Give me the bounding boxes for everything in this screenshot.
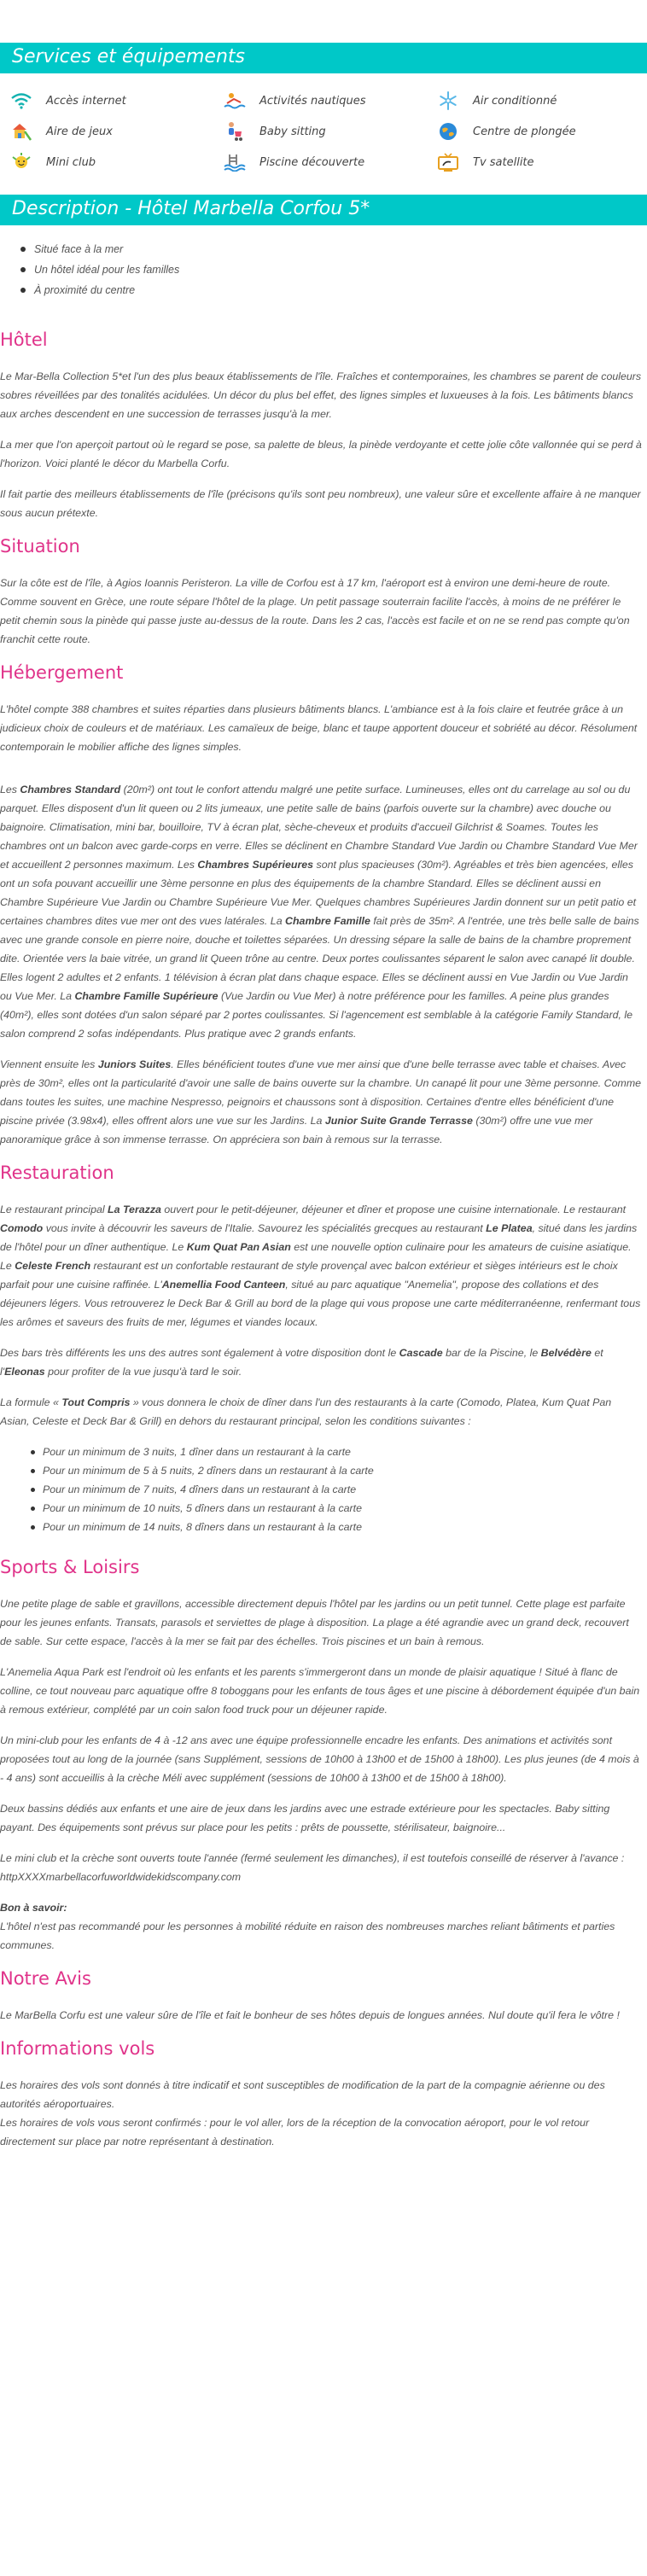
formula-paragraph — [0, 1393, 642, 1431]
text: ouvert pour le petit-déjeuner, déjeuner et dîner et propose une cuisine internationale. Le restaurant — [160, 1203, 627, 1215]
note-title: Bon à savoir: — [0, 1902, 67, 1914]
swimming-pool-icon — [222, 152, 248, 172]
service-label: Accès internet — [46, 94, 126, 108]
restaurant-name: Comodo — [0, 1222, 44, 1234]
section-title: Hôtel — [0, 329, 48, 350]
room-type: Chambres Standard — [20, 784, 121, 796]
room-type: Junior Suite Grande Terrasse — [324, 1115, 473, 1127]
text: , situé dans les jardins de l'hôtel pour un dîner authentique. Le — [0, 1222, 638, 1253]
text: sont plus spacieuses (30m²). Agréables et très bien agencées, elles ont un sofa pouvant accueillir une 3ème personne en plus des équipements de la chambre Standard. Elles se déclinent aussi en Chambre Supérieure Vue Jardin ou Chambre Supérieure Vue Mer. Quelques chambres Supérieures Jardin donnent sur un petit patio et certaines chambres dites vue mer ont des vues latérales. La — [0, 859, 637, 927]
section-title: Restauration — [0, 1163, 114, 1183]
list-item: Situé face à la mer — [20, 239, 647, 259]
paragraph: L'hôtel compte 388 chambres et suites réparties dans plusieurs bâtiments blancs. L'ambiance est à la fois claire et feutrée grâce à un judicieux choix de couleurs et de matériaux. Les camaïeux de beige, blanc et taupe apportent douceur et sobriété au décor. Résolument contemporain le mobilier affiche des lignes simples. — [0, 703, 638, 753]
room-type: Chambres Supérieures — [197, 859, 314, 871]
section-title: Hébergement — [0, 662, 124, 683]
baby-stroller-icon — [222, 121, 248, 142]
paragraph: L'Anemelia Aqua Park est l'endroit où les enfants et les parents s'immergeront dans un monde de plaisir aquatique ! Situé à flanc de colline, ce tout nouveau parc aquatique offre 8 toboggans pour les enfants de tous âges et une piscine à débordement équipée d'un bain à remous extérieur, complété par un coin salon food truck pour un déjeuner rapide. — [0, 1666, 640, 1716]
text: pour profiter de la vue jusqu'à tard le soir. — [44, 1366, 242, 1378]
situation-section — [0, 536, 647, 649]
section-title: Situation — [0, 536, 80, 557]
service-label: Aire de jeux — [46, 125, 113, 138]
list-item: À proximité du centre — [20, 280, 647, 300]
paragraph: Les horaires de vols vous seront confirmés : pour le vol aller, lors de la réception de la convocation aéroport, pour le vol retour directement sur place par notre représentant à destination. — [0, 2117, 590, 2148]
service-item — [222, 121, 435, 142]
text: est une nouvelle option culinaire pour les amateurs de cuisine asiatique. Le — [0, 1241, 632, 1272]
snowflake-icon — [435, 90, 461, 111]
conditions-list — [0, 1442, 647, 1543]
service-label: Air conditionné — [473, 94, 557, 108]
text: Le restaurant principal — [0, 1203, 108, 1215]
text: Les — [0, 784, 20, 796]
paragraph: Une petite plage de sable et gravillons, accessible directement depuis l'hôtel par les jardins ou un petit tunnel. Cette plage est parfaite pour les jeunes enfants. Transats, parasols et serviettes de plage à disposition. La plage a été agrandie avec un grand deck, recouvert de sable. Sur cette espace, l'accès à la mer se fait par des échelles. Trois piscines et un bain à remous. — [0, 1598, 629, 1647]
services-header: Services et équipements — [0, 43, 647, 73]
service-item — [222, 90, 435, 111]
text: . Elles bénéficient toutes d'une vue mer ainsi que d'une belle terrasse avec table et chaises. Avec près de 30m², elles ont la particularité d'avoir une salle de bains ouverte sur la chambre. Un canapé lit pour une 3ème personne. Comme dans toutes les suites, une machine Nespresso, peignoirs et chaussons sont à disposition. Certaines d'entre elles bénéficient d'une piscine privée (3.98x4), elles offrent alors une vue sur les Jardins. La — [0, 1058, 642, 1127]
bar-name: Eleonas — [4, 1366, 45, 1378]
text: vous invite à découvrir les saveurs de l'Italie. Savourez les spécialités grecques au restaurant — [43, 1222, 487, 1234]
restaurant-name: Anemellia Food Canteen — [161, 1279, 286, 1291]
list-item: Pour un minimum de 5 à 5 nuits, 2 dîners dans un restaurant à la carte — [31, 1461, 647, 1480]
text: La formule « — [0, 1396, 62, 1408]
sports-section — [0, 1557, 647, 1955]
service-label: Baby sitting — [259, 125, 326, 138]
service-label: Tv satellite — [473, 155, 534, 169]
service-label: Centre de plongée — [473, 125, 576, 138]
paragraph: La mer que l'on aperçoit partout où le regard se pose, sa palette de bleus, la pinède verdoyante et cette jolie côte vallonnée qui se perd à l'horizon. Voici planté le décor du Marbella Corfu. — [0, 439, 642, 469]
note-paragraph — [0, 1898, 642, 1955]
highlights-list — [0, 225, 647, 316]
room-type: Chambre Famille Supérieure — [74, 990, 219, 1002]
formula-name: Tout Compris — [61, 1396, 131, 1408]
description-header: Description - Hôtel Marbella Corfou 5* — [0, 195, 647, 225]
water-sports-icon — [222, 90, 248, 111]
note-body: L'hôtel n'est pas recommandé pour les personnes à mobilité réduite en raison des nombreuses marches reliant bâtiments et parties communes. — [0, 1920, 615, 1951]
paragraph: Le mini club et la crèche sont ouverts toute l'année (fermé seulement les dimanches), il est toutefois conseillé de réserver à l'avance : httpXXXXmarbellacorfuworldwidekidscompany.com — [0, 1852, 625, 1883]
restaurant-name: Le Platea — [486, 1222, 533, 1234]
text: et l' — [0, 1347, 603, 1378]
service-label: Mini club — [46, 155, 96, 169]
text: fait près de 35m². A l'entrée, une très belle salle de bains avec une grande console en pierre noire, douche et toilettes séparées. Un dressing sépare la salle de bains de la chambre proprement dite. Orientée vers la baie vitrée, un grand lit Queen trône au centre. Deux portes coulissantes séparent le salon avec canapé lit double. Elles logent 2 adultes et 2 enfants. 1 télévision à écran plat dans chaque espace. Elles se déclinent aussi en Vue Jardin ou Vue Jardin ou Vue Mer. La — [0, 915, 639, 1002]
service-label: Piscine découverte — [259, 155, 365, 169]
hebergement-section — [0, 662, 647, 1149]
wifi-icon — [9, 90, 34, 111]
text: bar de la Piscine, le — [442, 1347, 541, 1359]
service-item — [435, 152, 647, 172]
text: , situé au parc aquatique "Anemelia", propose des collations et des déjeuners légers. Vous retrouverez le Deck Bar & Grill au bord de la plage qui vous propose une carte méditerranéenne, renfermant tous les arômes et saveurs des fruits de mer, légumes et viandes locaux. — [0, 1279, 641, 1328]
section-title: Notre Avis — [0, 1968, 91, 1989]
avis-section — [0, 1968, 647, 2025]
mini-club-icon — [9, 152, 34, 172]
paragraph: Le Mar-Bella Collection 5*et l'un des plus beaux établissements de l'île. Fraîches et contemporaines, les chambres se parent de couleurs sobres réveillées par des tonalités acidulées. Un décor du plus bel effet, des lignes simples et luxueuses à la fois. Les bâtiments blancs aux arches descendent en une succession de terrasses jusqu'à la mer. — [0, 370, 642, 420]
service-item — [222, 152, 435, 172]
list-item: Un hôtel idéal pour les familles — [20, 259, 647, 280]
paragraph: Sur la côte est de l'île, à Agios Ioannis Peristeron. La ville de Corfou est à 17 km, l'aéroport est à environ une demi-heure de route. Comme souvent en Grèce, une route sépare l'hôtel de la plage. Un petit passage souterrain facilite l'accès, à moins de ne préférer le petit chemin sous la pinède qui passe juste au-dessus de la route. Dans les 2 cas, l'accès est facile et on ne se rend pas compte qu'on franchit cette route. — [0, 577, 630, 645]
diving-globe-icon — [435, 121, 461, 142]
restaurant-name: Kum Quat Pan Asian — [186, 1241, 291, 1253]
restaurant-name: La Terazza — [108, 1203, 161, 1215]
list-item: Pour un minimum de 10 nuits, 5 dîners dans un restaurant à la carte — [31, 1499, 647, 1518]
text: » vous donnera le choix de dîner dans l'un des restaurants à la carte (Comodo, Platea, Kum Quat Pan Asian, Celeste et Deck Bar & Grill) en dehors du restaurant principal, selon les conditions suivantes : — [0, 1396, 612, 1427]
paragraph: Un mini-club pour les enfants de 4 à -12 ans avec une équipe professionnelle encadre les enfants. Des animations et activités sont proposées tout au long de la journée (sans Supplément, sessions de 10h00 à 13h00 et de 15h00 à 18h00). Les plus jeunes (de 4 mois à - 4 ans) sont accueillis à la crèche Méli avec supplément (sessions de 10h00 à 13h00 et de 15h00 à 18h00). — [0, 1734, 639, 1784]
service-item — [435, 90, 647, 111]
room-type: Juniors Suites — [97, 1058, 172, 1070]
room-type: Chambre Famille — [285, 915, 370, 927]
section-title: Sports & Loisirs — [0, 1557, 140, 1577]
paragraph: Les horaires des vols sont donnés à titre indicatif et sont susceptibles de modification de la part de la compagnie aérienne ou des autorités aéroportuaires. — [0, 2079, 605, 2110]
restauration-section — [0, 1163, 647, 1543]
services-grid — [0, 73, 647, 195]
service-item — [9, 90, 222, 111]
rooms-paragraph — [0, 780, 642, 1043]
playground-icon — [9, 121, 34, 142]
text: (Vue Jardin ou Vue Mer) à notre préférence pour les familles. A peine plus grandes (40m²), elles sont dotées d'un salon séparé par 2 portes coulissantes. Si l'agencement est semblable à la catégorie Family Standard, le salon comprend 2 sofas indépendants. Plus pratique avec 2 grands enfants. — [0, 990, 632, 1040]
text: restaurant est un confortable restaurant de style provençal avec balcon extérieur et sièges intérieurs est le choix parfait pour une cuisine raffinée. L' — [0, 1260, 618, 1291]
text: (20m²) ont tout le confort attendu malgré une petite surface. Lumineuses, elles ont du carrelage au sol ou du parquet. Elles disposent d'un lit queen ou 2 lits jumeaux, une petite salle de bains (parfois ouverte sur la chambre) avec douche ou baignoire. Climatisation, mini bar, bouilloire, TV à écran plat, sèche-cheveux et produits d'accueil Gilchrist & Soames. Toutes les chambres ont un balcon avec garde-corps en verre. Elles se déclinent en Chambre Standard Vue Jardin ou Chambre Standard Vue Mer et accueillent 2 personnes maximum. Les — [0, 784, 638, 871]
service-label: Activités nautiques — [259, 94, 366, 108]
bar-name: Belvédère — [540, 1347, 592, 1359]
paragraph: Deux bassins dédiés aux enfants et une aire de jeux dans les jardins avec une estrade extérieure pour les spectacles. Baby sitting payant. Des équipements sont prévus sur place pour les petits : prêts de poussette, stérilisateur, baignoire... — [0, 1803, 610, 1833]
list-item: Pour un minimum de 7 nuits, 4 dîners dans un restaurant à la carte — [31, 1480, 647, 1499]
tv-satellite-icon — [435, 152, 461, 172]
restaurant-name: Celeste French — [15, 1260, 91, 1272]
text: (30m²) offre une vue mer panoramique grâce à son immense terrasse. On appréciera son bain à remous sur la terrasse. — [0, 1115, 593, 1145]
hotel-section — [0, 329, 647, 522]
service-item — [9, 121, 222, 142]
service-item — [9, 152, 222, 172]
paragraph: Le MarBella Corfu est une valeur sûre de l'île et fait le bonheur de ses hôtes depuis de longues années. Nul doute qu'il fera le vôtre ! — [0, 2009, 620, 2021]
text: Des bars très différents les uns des autres sont également à votre disposition dont le — [0, 1347, 399, 1359]
bar-name: Cascade — [399, 1347, 443, 1359]
list-item: Pour un minimum de 3 nuits, 1 dîner dans un restaurant à la carte — [31, 1442, 647, 1461]
suites-paragraph — [0, 1055, 642, 1149]
service-item — [435, 121, 647, 142]
paragraph: Il fait partie des meilleurs établissements de l'île (précisons qu'ils sont peu nombreux), une valeur sûre et excellente affaire à ne manquer sous aucun prétexte. — [0, 488, 641, 519]
bars-paragraph — [0, 1343, 642, 1381]
restaurants-paragraph — [0, 1200, 642, 1332]
vols-section — [0, 2038, 647, 2151]
section-title: Informations vols — [0, 2038, 155, 2059]
text: Viennent ensuite les — [0, 1058, 98, 1070]
list-item: Pour un minimum de 14 nuits, 8 dîners dans un restaurant à la carte — [31, 1518, 647, 1536]
